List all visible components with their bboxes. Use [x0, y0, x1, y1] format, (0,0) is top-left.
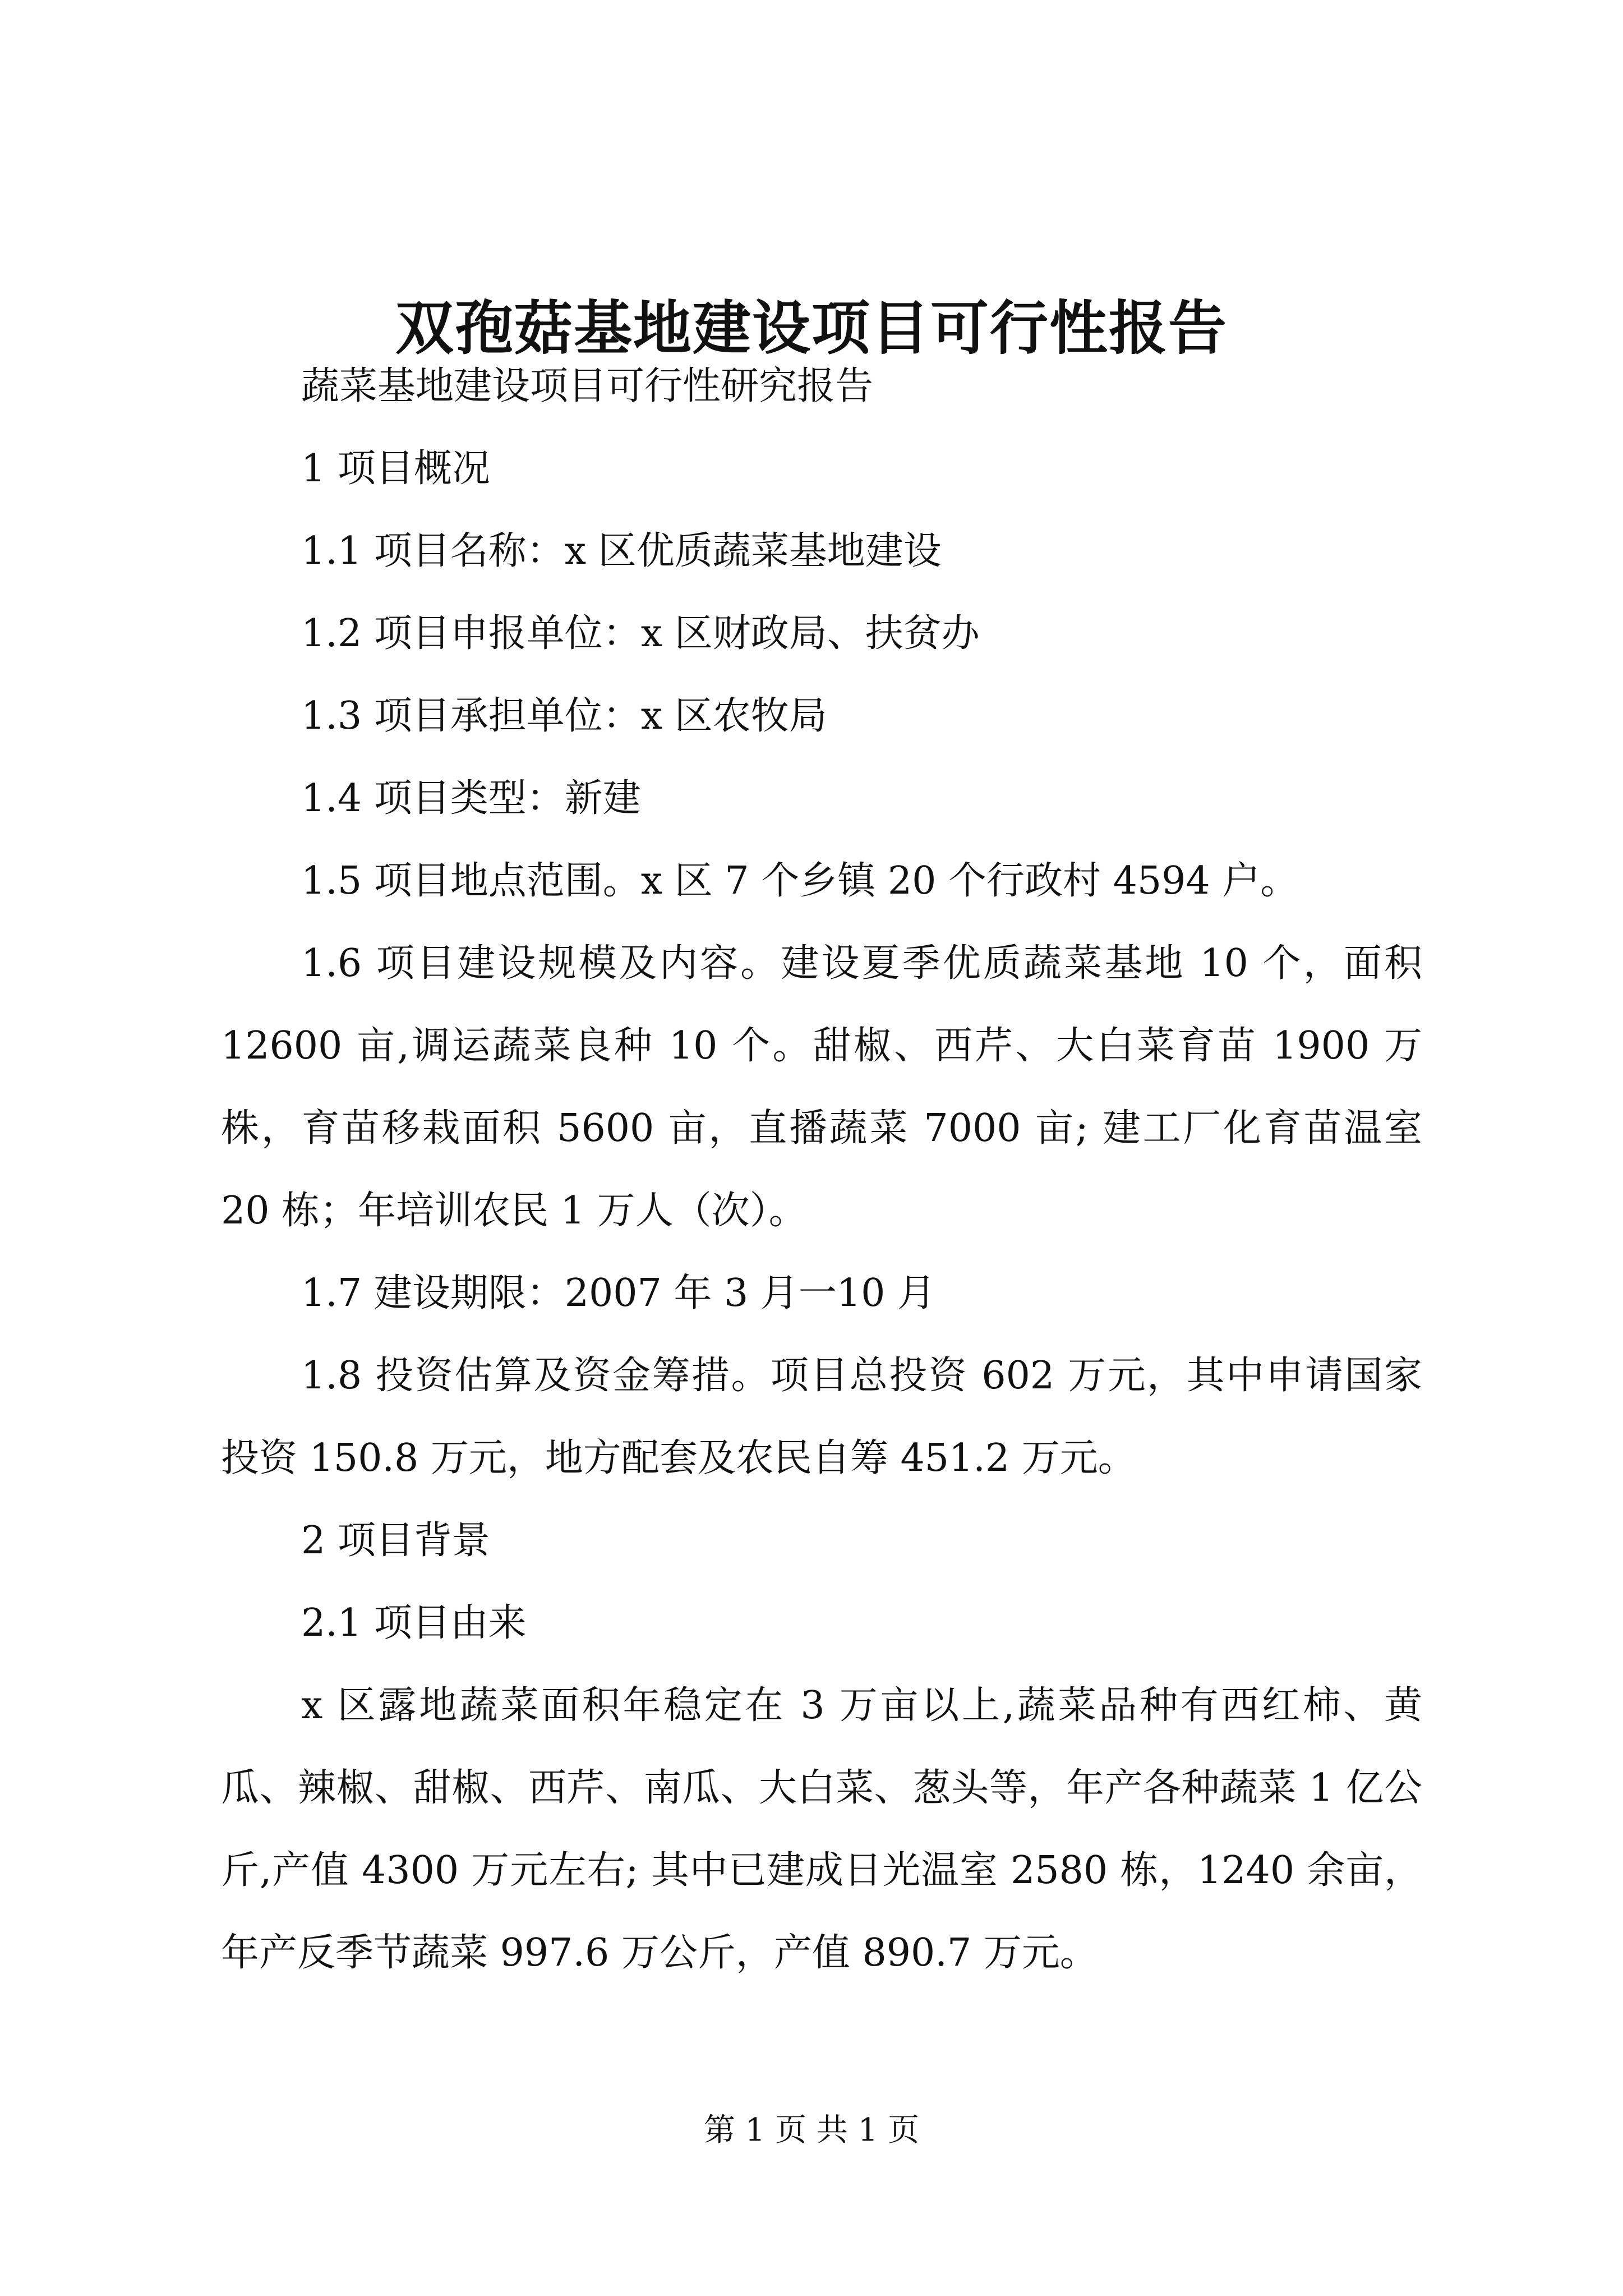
document-title: 双孢菇基地建设项目可行性报告 — [395, 293, 1228, 362]
paragraph-1-8: 1.8 投资估算及资金筹措。项目总投资 602 万元，其中申请国家投资 150.8 万元，地方配套及农民自筹 451.2 万元。 — [221, 1354, 1422, 1480]
paragraph-1-2: 1.2 项目申报单位：x 区财政局、扶贫办 — [301, 611, 980, 656]
document-body — [221, 345, 1422, 1994]
paragraph-subtitle: 蔬菜基地建设项目可行性研究报告 — [301, 364, 874, 408]
paragraph-1-6: 1.6 项目建设规模及内容。建设夏季优质蔬菜基地 10 个，面积 12600 亩,调运蔬菜良种 10 个。甜椒、西芹、大白菜育苗 1900 万株，育苗移栽面积 5600 亩，直播蔬菜 7000 亩; 建工厂化育苗温室 20 栋；年培训农民 1 万人（次）。 — [221, 941, 1422, 1233]
paragraph-1-4: 1.4 项目类型：新建 — [301, 776, 641, 821]
paragraph-1-5: 1.5 项目地点范围。x 区 7 个乡镇 20 个行政村 4594 户。 — [301, 859, 1299, 903]
paragraph-section-2: 2 项目背景 — [301, 1519, 490, 1563]
paragraph-1-1: 1.1 项目名称：x 区优质蔬菜基地建设 — [301, 529, 942, 573]
paragraph-background: x 区露地蔬菜面积年稳定在 3 万亩以上,蔬菜品种有西红柿、黄瓜、辣椒、甜椒、西芹、南瓜、大白菜、葱头等，年产各种蔬菜 1 亿公斤,产值 4300 万元左右; 其中已建成日光温室 2580 栋，1240 余亩，年产反季节蔬菜 997.6 万公斤，产值 890.7 万元。 — [221, 1683, 1422, 1975]
paragraph-section-1: 1 项目概况 — [301, 447, 490, 491]
page-footer: 第 1 页 共 1 页 — [703, 2112, 920, 2148]
paragraph-2-1: 2.1 项目由来 — [301, 1601, 527, 1645]
paragraph-1-3: 1.3 项目承担单位：x 区农牧局 — [301, 694, 827, 738]
paragraph-1-7: 1.7 建设期限：2007 年 3 月一10 月 — [301, 1271, 936, 1315]
